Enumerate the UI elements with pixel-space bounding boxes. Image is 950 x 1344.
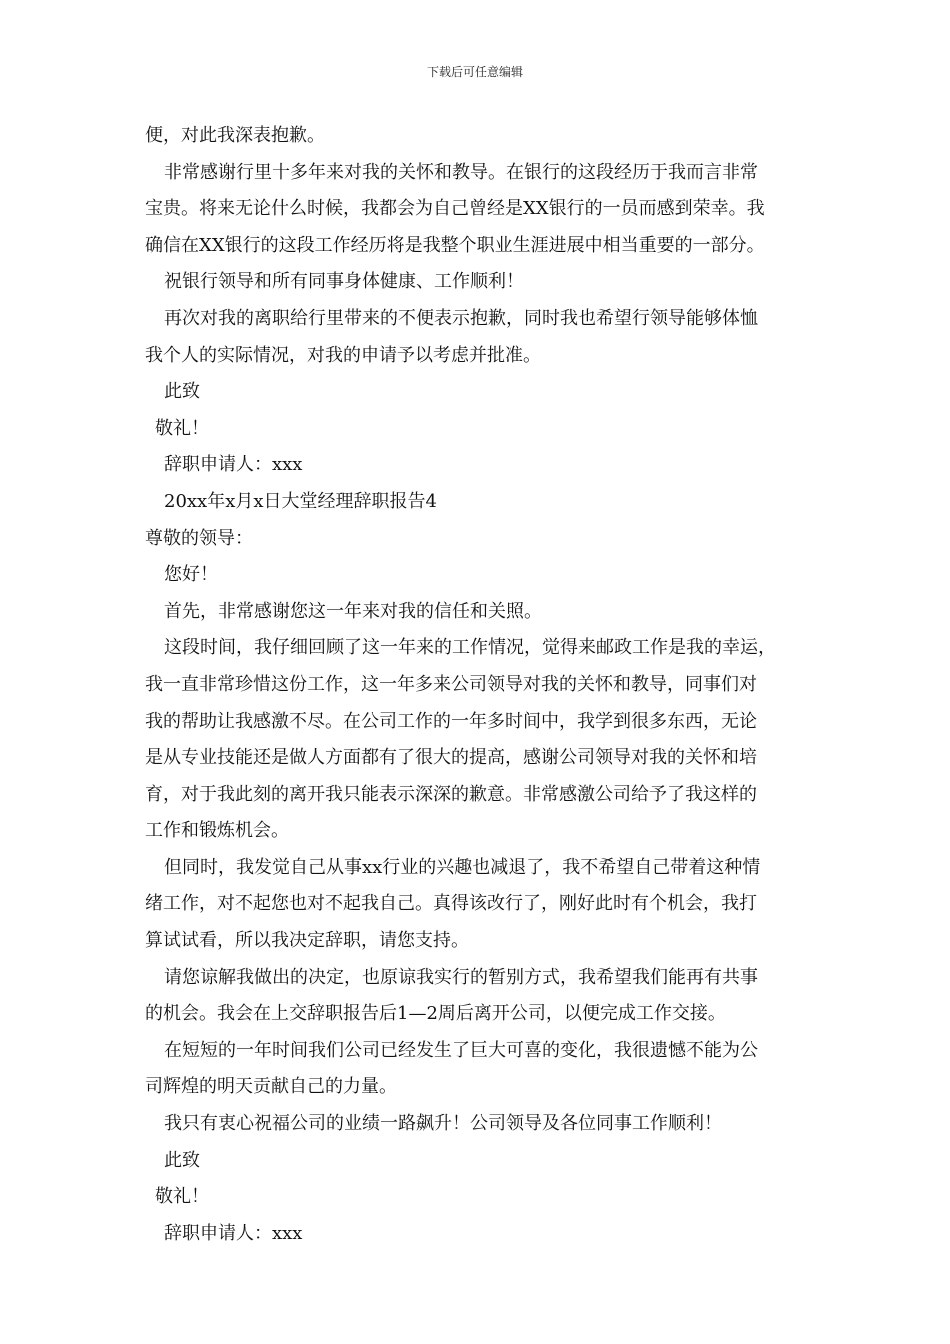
document-line: 在短短的一年时间我们公司已经发生了巨大可喜的变化，我很遗憾不能为公: [164, 1039, 758, 1061]
document-line: 您好！: [164, 564, 218, 586]
document-line: 再次对我的离职给行里带来的不便表示抱歉，同时我也希望行领导能够体恤: [164, 307, 758, 329]
document-line: 祝银行领导和所有同事身体健康、工作顺利！: [164, 271, 524, 293]
document-line: 我的帮助让我感激不尽。在公司工作的一年多时间中，我学到很多东西，无论: [145, 710, 757, 732]
document-line: 司辉煌的明天贡献自己的力量。: [145, 1076, 397, 1098]
document-line: 此致: [164, 1149, 200, 1171]
document-line: 我个人的实际情况，对我的申请予以考虑并批准。: [145, 344, 541, 366]
document-line: 工作和锻炼机会。: [145, 820, 289, 842]
document-line: 宝贵。将来无论什么时候，我都会为自己曾经是XX银行的一员而感到荣幸。我: [145, 198, 765, 220]
document-body: [145, 118, 825, 1252]
document-line: 此致: [164, 381, 200, 403]
document-line: 的机会。我会在上交辞职报告后1—2周后离开公司，以便完成工作交接。: [145, 1003, 726, 1025]
document-line: 首先，非常感谢您这一年来对我的信任和关照。: [164, 600, 542, 622]
document-line: 我只有衷心祝福公司的业绩一路飙升！公司领导及各位同事工作顺利！: [164, 1113, 722, 1135]
document-line: 是从专业技能还是做人方面都有了很大的提高，感谢公司领导对我的关怀和培: [145, 747, 757, 769]
document-line: 确信在XX银行的这段工作经历将是我整个职业生涯进展中相当重要的一部分。: [145, 234, 765, 256]
page-header-note: 下载后可任意编辑: [426, 65, 523, 79]
document-line: 辞职申请人：xxx: [164, 454, 303, 476]
document-line: 绪工作，对不起您也对不起我自己。真得该改行了，刚好此时有个机会，我打: [145, 893, 757, 915]
document-line: 育，对于我此刻的离开我只能表示深深的歉意。非常感激公司给予了我这样的: [145, 783, 757, 805]
document-line: 敬礼！: [155, 1186, 209, 1208]
document-line: 辞职申请人：xxx: [164, 1222, 303, 1244]
document-line: 这段时间，我仔细回顾了这一年来的工作情况，觉得来邮政工作是我的幸运，: [164, 637, 776, 659]
document-line: 算试试看，所以我决定辞职，请您支持。: [145, 930, 469, 952]
document-line: 尊敬的领导：: [145, 527, 253, 549]
document-line: 敬礼！: [155, 417, 209, 439]
document-line: 便，对此我深表抱歉。: [145, 125, 325, 146]
document-line: 我一直非常珍惜这份工作，这一年多来公司领导对我的关怀和教导，同事们对: [145, 673, 757, 695]
document-line: 但同时，我发觉自己从事xx行业的兴趣也减退了，我不希望自己带着这种情: [164, 856, 761, 878]
document-line: 20xx年x月x日大堂经理辞职报告4: [164, 490, 437, 512]
document-line: 非常感谢行里十多年来对我的关怀和教导。在银行的这段经历于我而言非常: [164, 161, 758, 183]
document-line: 请您谅解我做出的决定，也原谅我实行的暂别方式，我希望我们能再有共事: [164, 966, 758, 988]
